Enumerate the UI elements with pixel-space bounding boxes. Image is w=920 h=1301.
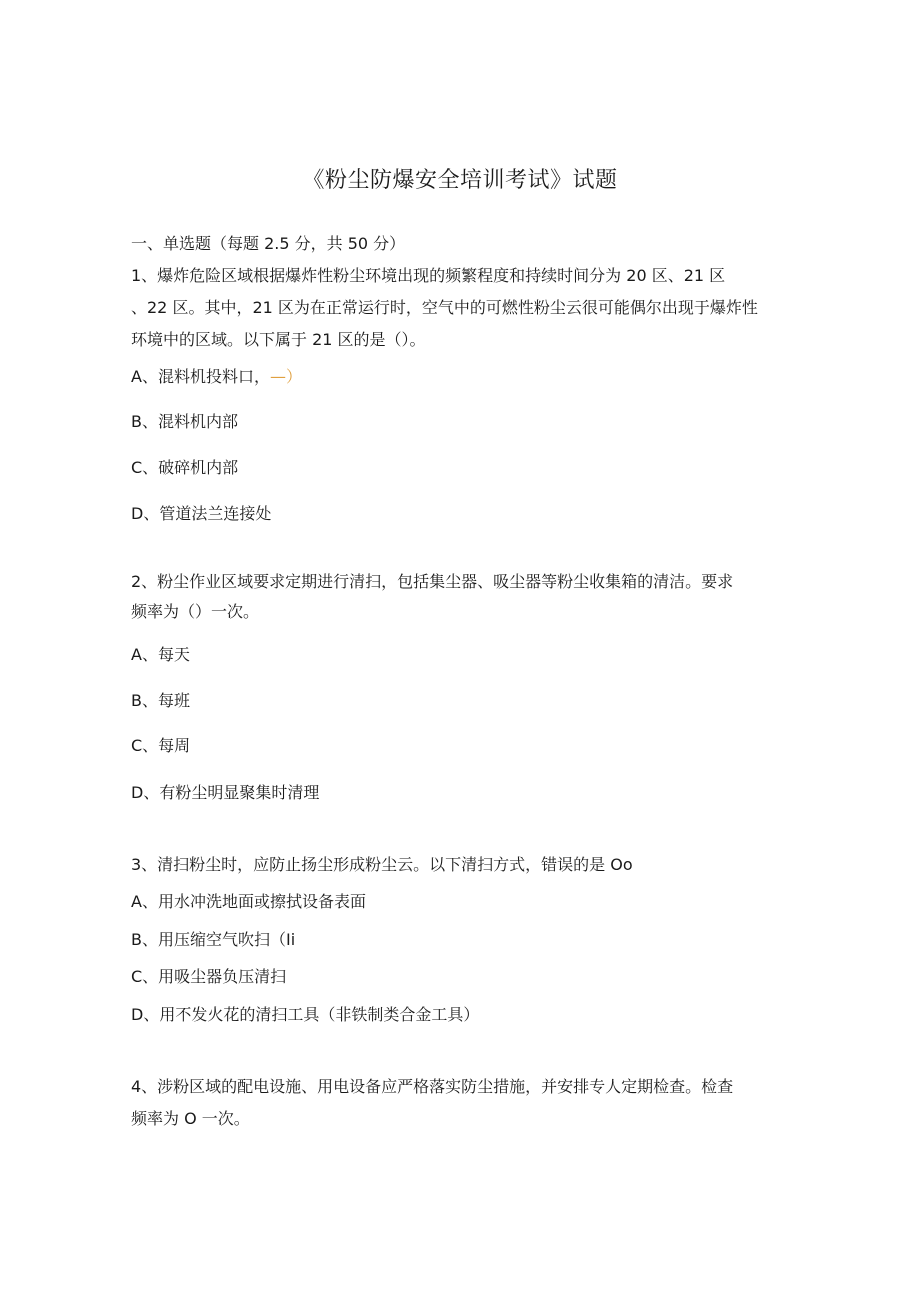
question-3-option-c: C、用吸尘器负压清扫	[131, 967, 287, 986]
question-3-line-1: 3、清扫粉尘时，应防止扬尘形成粉尘云。以下清扫方式，错误的是 Oo	[131, 855, 633, 874]
answer-mark: —）	[269, 367, 302, 386]
question-2-option-b: B、每班	[131, 691, 190, 710]
question-1-option-a	[131, 367, 302, 387]
question-4-line-1: 4、涉粉区域的配电设施、用电设备应严格落实防尘措施，并安排专人定期检查。检查	[131, 1077, 734, 1096]
question-2-line-1: 2、粉尘作业区域要求定期进行清扫，包括集尘器、吸尘器等粉尘收集箱的清洁。要求	[131, 572, 734, 591]
question-2-option-d: D、有粉尘明显聚集时清理	[131, 783, 320, 802]
question-3-option-d: D、用不发火花的清扫工具（非铁制类合金工具）	[131, 1005, 480, 1024]
page-title: 《粉尘防爆安全培训考试》试题	[302, 168, 618, 193]
option-text: A、混料机投料口，	[131, 367, 270, 386]
question-3-option-a: A、用水冲洗地面或擦拭设备表面	[131, 892, 366, 911]
question-1-line-3: 环境中的区域。以下属于 21 区的是（）。	[131, 330, 426, 349]
question-4-line-2: 频率为 O 一次。	[131, 1109, 250, 1128]
question-2-line-2: 频率为（）一次。	[131, 602, 260, 621]
question-2-option-c: C、每周	[131, 736, 191, 755]
section-heading: 一、单选题（每题 2.5 分，共 50 分）	[131, 234, 406, 253]
question-2-option-a: A、每天	[131, 645, 190, 664]
question-1-line-2: 、22 区。其中，21 区为在正常运行时，空气中的可燃性粉尘云很可能偶尔出现于爆炸性	[131, 298, 758, 317]
question-1-option-d: D、管道法兰连接处	[131, 504, 272, 523]
question-3-option-b: B、用压缩空气吹扫（Ii	[131, 930, 296, 949]
question-1-option-c: C、破碎机内部	[131, 458, 239, 477]
question-1-option-b: B、混料机内部	[131, 412, 238, 431]
question-1-line-1: 1、爆炸危险区域根据爆炸性粉尘环境出现的频繁程度和持续时间分为 20 区、21 区	[131, 266, 726, 285]
